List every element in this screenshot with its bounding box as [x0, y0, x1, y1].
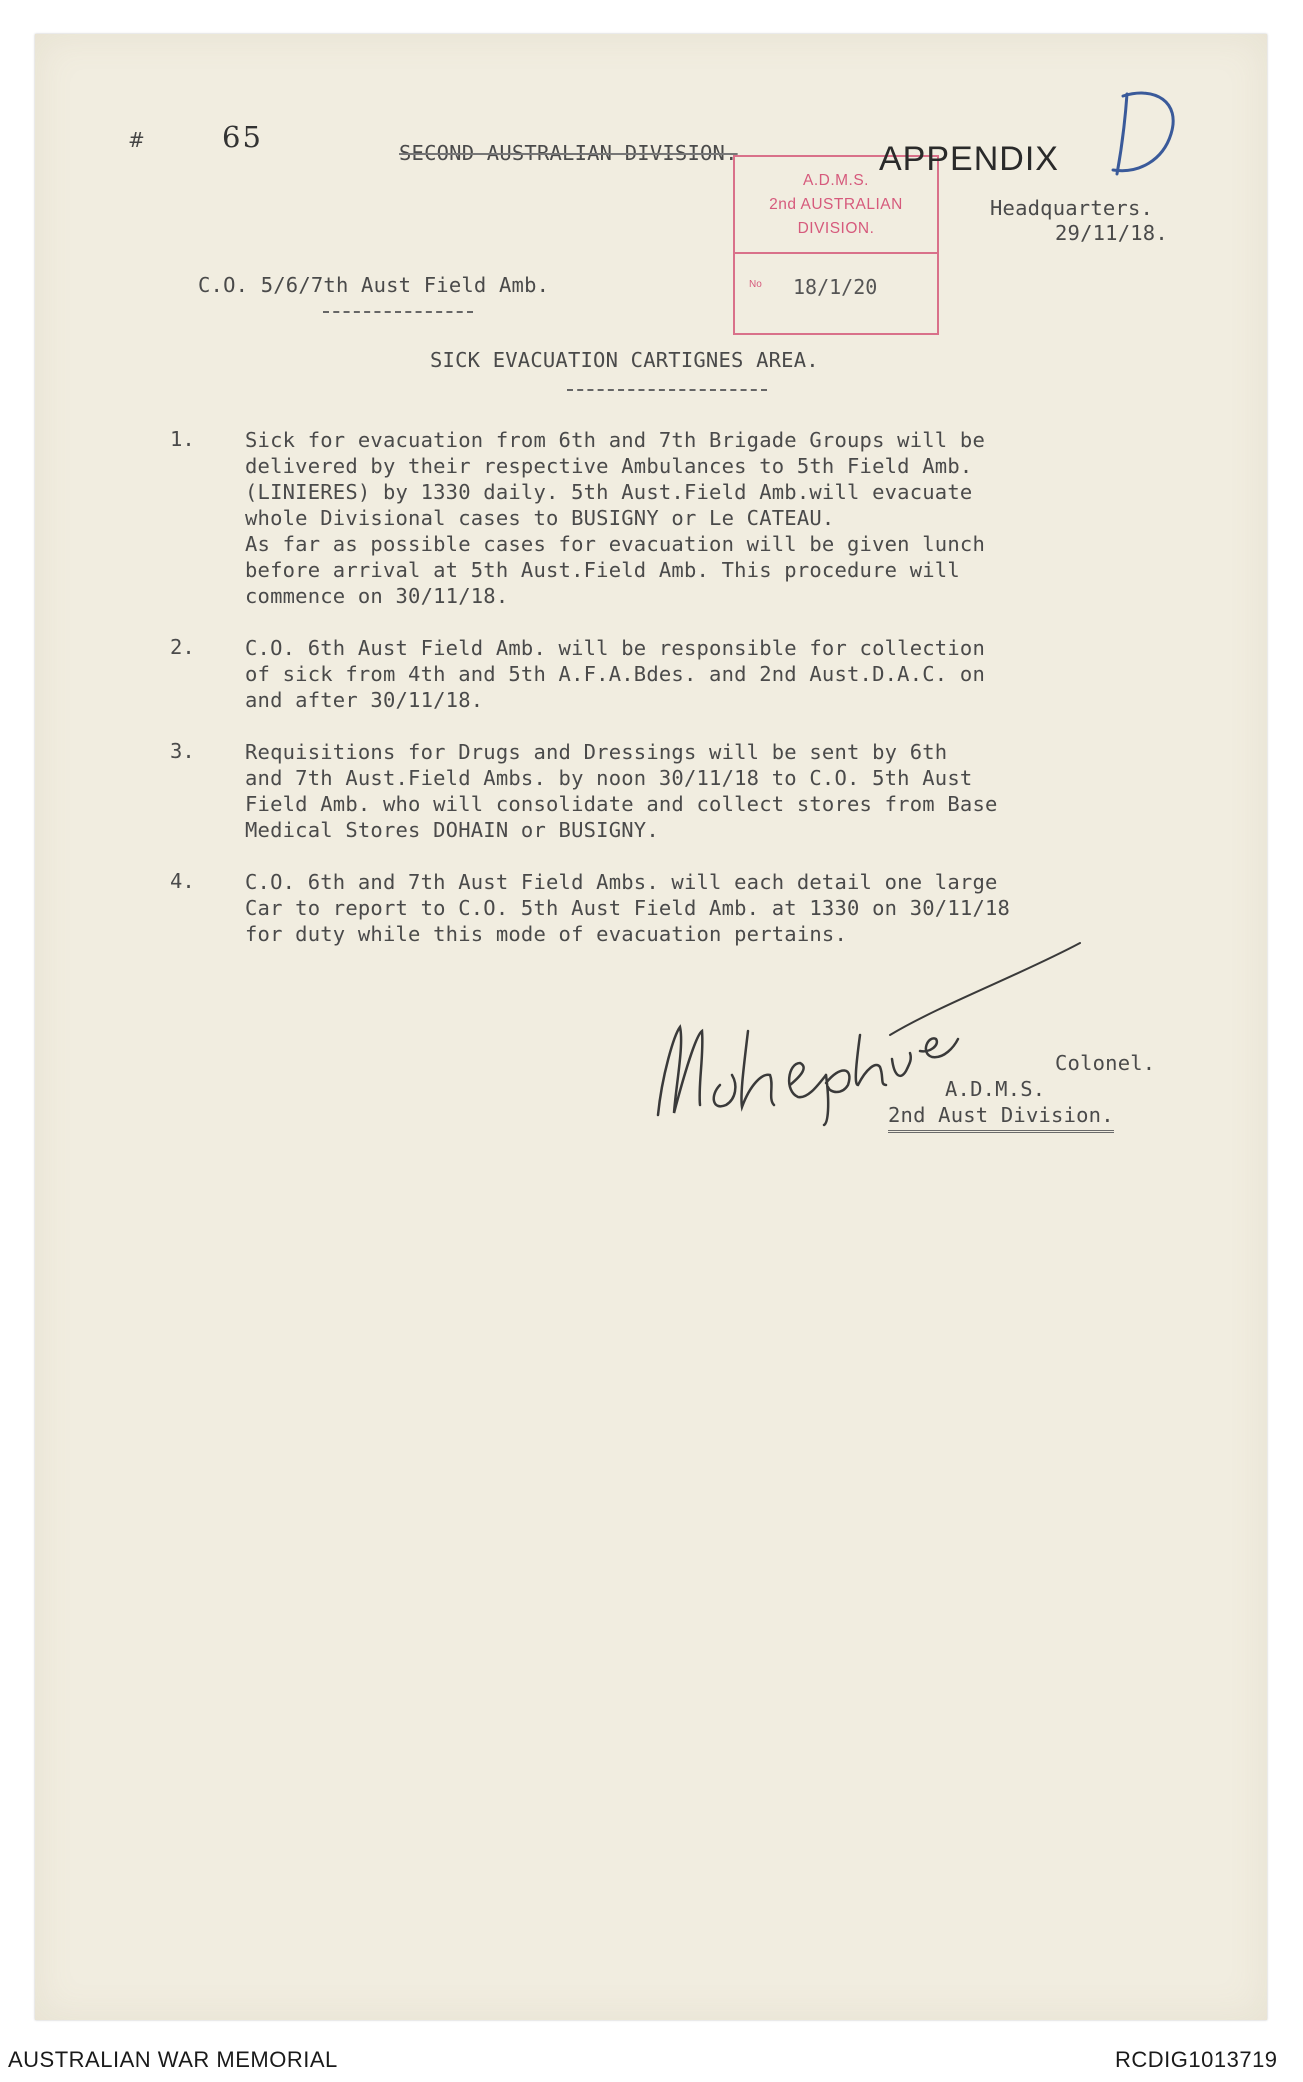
header-date: 29/11/18.	[1055, 221, 1168, 245]
paragraph-line: C.O. 6th and 7th Aust Field Ambs. will each detail one large	[245, 870, 998, 894]
paragraph-line: whole Divisional cases to BUSIGNY or Le CATEAU.	[245, 506, 835, 530]
serial-mark: #	[128, 128, 145, 152]
paragraph-line: (LINIERES) by 1330 daily. 5th Aust.Field Amb.will evacuate	[245, 480, 973, 504]
stamp-no-label: No	[749, 279, 762, 290]
paragraph-line: C.O. 6th Aust Field Amb. will be responsible for collection	[245, 636, 985, 660]
paragraph-line: commence on 30/11/18.	[245, 584, 509, 608]
stamp-reference: 18/1/20	[793, 275, 878, 299]
paragraph-line: Car to report to C.O. 5th Aust Field Amb. at 1330 on 30/11/18	[245, 896, 1011, 920]
stamp-line-division: DIVISION.	[797, 220, 875, 237]
paragraph-line: before arrival at 5th Aust.Field Amb. This procedure will	[245, 558, 960, 582]
stamp-line-adms: A.D.M.S.	[802, 172, 869, 189]
paragraph-line: and after 30/11/18.	[245, 688, 484, 712]
paragraph-number: 2.	[170, 635, 195, 659]
paragraph-line: and 7th Aust.Field Ambs. by noon 30/11/18 to C.O. 5th Aust	[245, 766, 973, 790]
signatory-unit: 2nd Aust Division.	[888, 1102, 1114, 1133]
paragraph-line: delivered by their respective Ambulances to 5th Field Amb.	[245, 454, 973, 478]
addressee: C.O. 5/6/7th Aust Field Amb.	[198, 273, 550, 297]
signatory-rank: Colonel.	[1055, 1051, 1156, 1075]
appendix-letter-handwritten	[1105, 82, 1185, 182]
signatory-title: A.D.M.S.	[945, 1077, 1046, 1101]
appendix-label: APPENDIX	[879, 140, 1059, 178]
paragraph-number: 1.	[170, 427, 195, 451]
paragraph-line: Requisitions for Drugs and Dressings will be sent by 6th	[245, 740, 948, 764]
footer-institution: AUSTRALIAN WAR MEMORIAL	[8, 2047, 338, 2072]
headquarters-label: Headquarters.	[990, 196, 1154, 220]
paragraph-number: 3.	[170, 739, 195, 763]
division-heading: SECOND AUSTRALIAN DIVISION.	[399, 141, 738, 165]
paragraph-line: of sick from 4th and 5th A.F.A.Bdes. and 2nd Aust.D.A.C. on	[245, 662, 985, 686]
paragraph-line: Sick for evacuation from 6th and 7th Brigade Groups will be	[245, 428, 985, 452]
subject-underline	[567, 389, 767, 391]
paragraph-number: 4.	[170, 869, 195, 893]
paragraph-line: Field Amb. who will consolidate and collect stores from Base	[245, 792, 998, 816]
stamp-line-division-name: 2nd AUSTRALIAN	[769, 196, 903, 213]
paragraph-line: Medical Stores DOHAIN or BUSIGNY.	[245, 818, 659, 842]
adms-stamp	[733, 155, 939, 335]
addressee-underline	[323, 311, 473, 313]
subject-heading: SICK EVACUATION CARTIGNES AREA.	[430, 348, 819, 372]
serial-number: 65	[222, 120, 263, 154]
paragraph-line: for duty while this mode of evacuation pertains.	[245, 922, 848, 946]
paragraph-line: As far as possible cases for evacuation will be given lunch	[245, 532, 985, 556]
footer-record-id: RCDIG1013719	[1115, 2047, 1278, 2072]
